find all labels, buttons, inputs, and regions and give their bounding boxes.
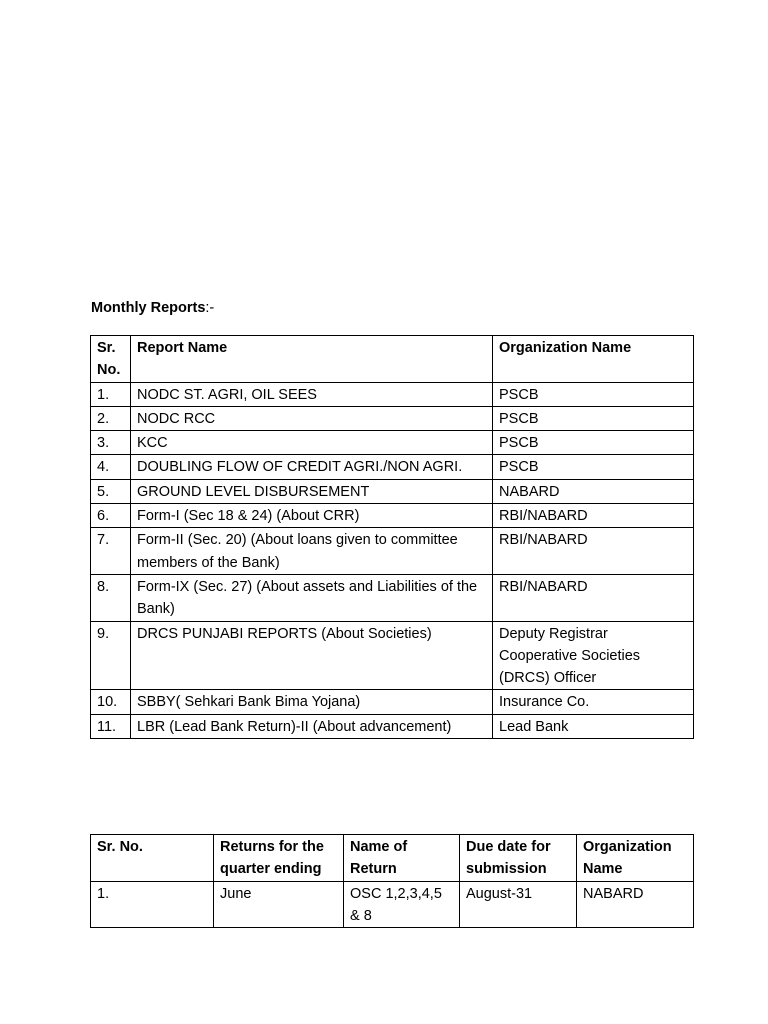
report-name-cell: KCC (131, 431, 493, 455)
organization-cell: Deputy Registrar Cooperative Societies (DRCS) Officer (493, 621, 694, 690)
sr-no-cell: 9. (91, 621, 131, 690)
table-row (91, 574, 694, 621)
monthly-reports-heading (91, 297, 214, 319)
table-row (91, 479, 694, 503)
organization-cell: Lead Bank (493, 714, 694, 738)
sr-no-cell: 7. (91, 528, 131, 575)
monthly-reports-heading-bold: Monthly Reports (91, 300, 206, 316)
report-name-cell: Form-II (Sec. 20) (About loans given to committee members of the Bank) (131, 528, 493, 575)
table-row (91, 504, 694, 528)
sr-no-cell: 10. (91, 690, 131, 714)
table-row (91, 406, 694, 430)
organization-cell: NABARD (493, 479, 694, 503)
monthly-header-row (91, 336, 694, 383)
column-header-organization-name: Organization Name (577, 835, 694, 882)
table-row (91, 881, 694, 928)
sr-no-cell: 6. (91, 504, 131, 528)
report-name-cell: NODC ST. AGRI, OIL SEES (131, 382, 493, 406)
column-header-sr-no: Sr. No. (91, 336, 131, 383)
report-name-cell: Form-IX (Sec. 27) (About assets and Liabilities of the Bank) (131, 574, 493, 621)
organization-cell: Insurance Co. (493, 690, 694, 714)
sr-no-cell: 1. (91, 881, 214, 928)
organization-cell: PSCB (493, 431, 694, 455)
table-row (91, 382, 694, 406)
table-row (91, 431, 694, 455)
quarterly-returns-table (90, 834, 694, 928)
sr-no-cell: 8. (91, 574, 131, 621)
report-name-cell: DRCS PUNJABI REPORTS (About Societies) (131, 621, 493, 690)
sr-no-cell: 1. (91, 382, 131, 406)
organization-cell: PSCB (493, 406, 694, 430)
report-name-cell: DOUBLING FLOW OF CREDIT AGRI./NON AGRI. (131, 455, 493, 479)
column-header-sr-no: Sr. No. (91, 835, 214, 882)
report-name-cell: LBR (Lead Bank Return)-II (About advancement) (131, 714, 493, 738)
sr-no-cell: 11. (91, 714, 131, 738)
table-row (91, 690, 694, 714)
sr-no-cell: 4. (91, 455, 131, 479)
column-header-quarter-ending: Returns for the quarter ending (214, 835, 344, 882)
table-row (91, 621, 694, 690)
column-header-report-name: Report Name (131, 336, 493, 383)
quarter-ending-cell: June (214, 881, 344, 928)
organization-cell: RBI/NABARD (493, 574, 694, 621)
report-name-cell: GROUND LEVEL DISBURSEMENT (131, 479, 493, 503)
return-name-cell: OSC 1,2,3,4,5 & 8 (344, 881, 460, 928)
sr-no-cell: 2. (91, 406, 131, 430)
table-row (91, 528, 694, 575)
column-header-organization-name: Organization Name (493, 336, 694, 383)
sr-no-cell: 5. (91, 479, 131, 503)
sr-no-cell: 3. (91, 431, 131, 455)
due-date-cell: August-31 (460, 881, 577, 928)
organization-cell: PSCB (493, 382, 694, 406)
organization-cell: RBI/NABARD (493, 528, 694, 575)
column-header-due-date: Due date for submission (460, 835, 577, 882)
monthly-reports-table (90, 335, 694, 739)
organization-cell: PSCB (493, 455, 694, 479)
column-header-return-name: Name of Return (344, 835, 460, 882)
table-row (91, 714, 694, 738)
report-name-cell: NODC RCC (131, 406, 493, 430)
table-row (91, 455, 694, 479)
organization-cell: NABARD (577, 881, 694, 928)
quarterly-header-row (91, 835, 694, 882)
organization-cell: RBI/NABARD (493, 504, 694, 528)
report-name-cell: SBBY( Sehkari Bank Bima Yojana) (131, 690, 493, 714)
monthly-reports-heading-suffix: :- (205, 300, 215, 316)
report-name-cell: Form-I (Sec 18 & 24) (About CRR) (131, 504, 493, 528)
